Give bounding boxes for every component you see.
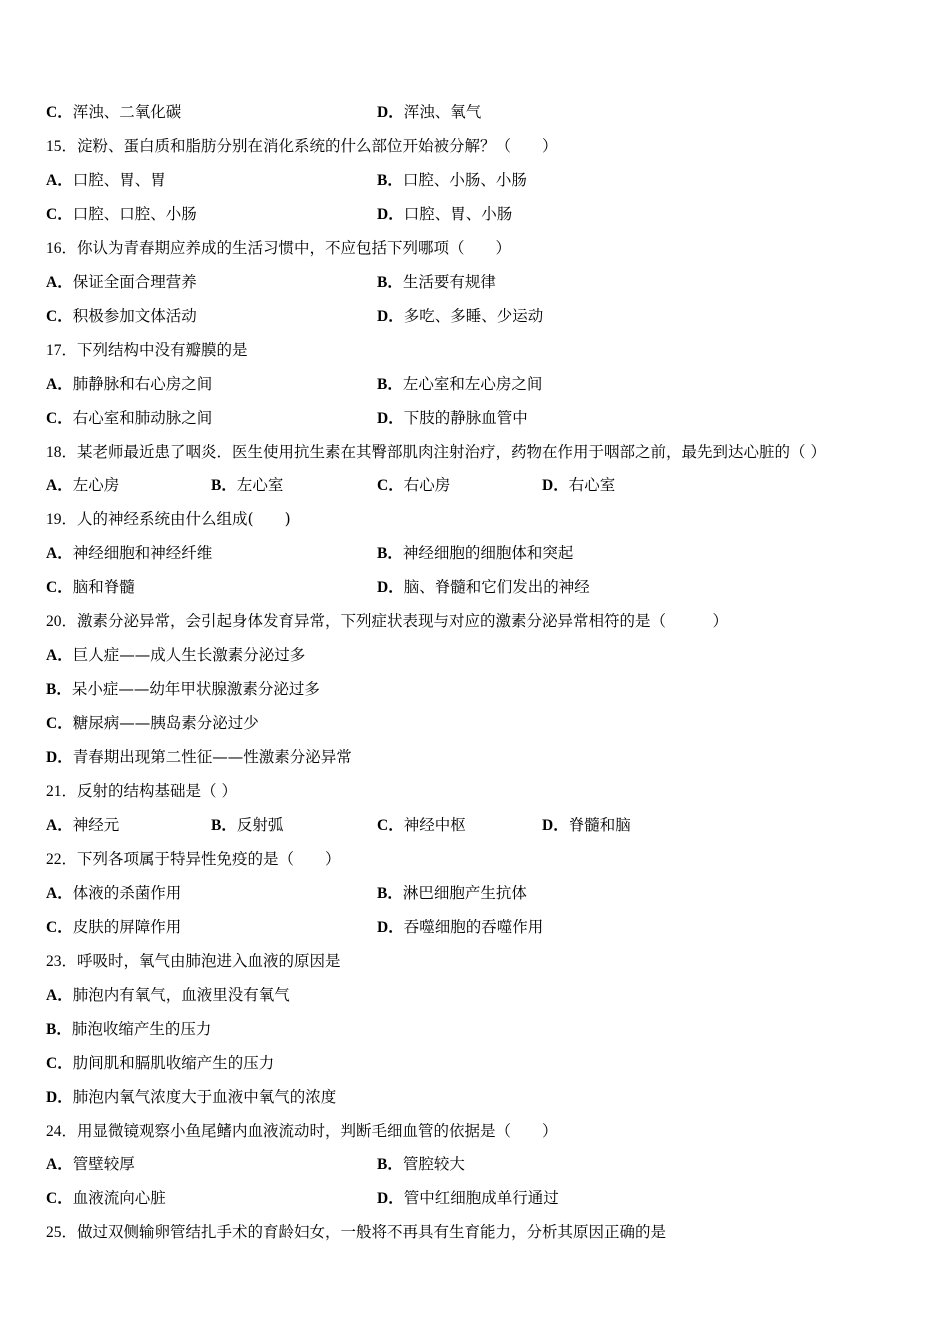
answer-option [377, 168, 527, 193]
option-text: 青春期出现第二性征——性激素分泌异常 [72, 748, 352, 767]
answer-option [46, 304, 197, 329]
question-line [46, 1119, 558, 1143]
option-label: C． [46, 205, 73, 223]
question-text: 反射的结构基础是（ ） [77, 782, 237, 800]
question-line [46, 609, 728, 633]
answer-option [46, 745, 352, 770]
answer-option [46, 711, 259, 736]
answer-option [377, 1186, 559, 1211]
question-text: 下列各项属于特异性免疫的是（ ） [77, 849, 341, 868]
option-text: 肺泡内氧气浓度大于血液中氧气的浓度 [72, 1087, 337, 1106]
answer-option [46, 202, 197, 227]
option-text: 口腔、胃、小肠 [403, 204, 513, 223]
option-text: 生活要有规律 [402, 272, 496, 291]
option-text: 左心室 [236, 476, 284, 495]
answer-option [377, 270, 496, 295]
answer-option [46, 541, 212, 566]
question-line [46, 440, 826, 464]
option-text: 保证全面合理营养 [72, 272, 197, 291]
question-text: 激素分泌异常，会引起身体发育异常，下列症状表现与对应的激素分泌异常相符的是（ ） [77, 612, 729, 631]
option-label: A． [46, 884, 73, 902]
question-number: 21． [46, 783, 78, 800]
option-text: 右心房 [403, 476, 451, 495]
option-text: 口腔、口腔、小肠 [72, 204, 197, 223]
option-label: B． [377, 884, 403, 902]
answer-option [46, 473, 119, 498]
answer-option [377, 372, 542, 397]
answer-option [542, 473, 615, 498]
question-number: 22． [46, 850, 78, 868]
option-text: 左心房 [72, 476, 120, 495]
question-text: 某老师最近患了咽炎．医生使用抗生素在其臀部肌肉注射治疗，药物在作用于咽部之前，最先到达心脏的（ ） [77, 442, 826, 461]
question-text: 人的神经系统由什么组成( ) [77, 510, 291, 529]
option-text: 神经元 [72, 815, 120, 834]
option-label: C． [46, 104, 73, 121]
option-label: D． [377, 205, 404, 223]
question-text: 淀粉、蛋白质和脂肪分别在消化系统的什么部位开始被分解？（ ） [77, 136, 558, 155]
answer-option [46, 1186, 166, 1211]
option-text: 神经细胞的细胞体和突起 [402, 544, 574, 563]
question-number: 18． [46, 443, 78, 461]
answer-option [46, 270, 197, 295]
option-label: C． [46, 409, 73, 427]
option-label: A． [46, 1156, 73, 1174]
answer-option [46, 1017, 211, 1042]
answer-option [46, 983, 290, 1008]
question-number: 20． [46, 613, 78, 631]
option-label: D． [377, 307, 404, 325]
option-text: 口腔、胃、胃 [72, 170, 166, 189]
option-text: 糖尿病——胰岛素分泌过少 [72, 714, 259, 733]
answer-option [46, 915, 181, 940]
option-label: B． [211, 816, 237, 834]
option-text: 右心室 [568, 476, 616, 495]
answer-option [46, 881, 181, 906]
option-label: B． [377, 375, 403, 393]
option-text: 肋间肌和膈肌收缩产生的压力 [72, 1053, 275, 1072]
option-text: 浑浊、氧气 [403, 103, 482, 121]
option-label: C． [46, 579, 73, 597]
question-text: 做过双侧输卵管结扎手术的育龄妇女，一般将不再具有生育能力，分析其原因正确的是 [77, 1223, 667, 1242]
option-label: C． [377, 477, 404, 495]
option-label: C． [46, 918, 73, 936]
option-label: B． [377, 545, 403, 563]
option-label: D． [542, 477, 569, 495]
option-text: 反射弧 [236, 815, 284, 834]
question-number: 25． [46, 1224, 78, 1242]
question-number: 24． [46, 1122, 78, 1140]
option-text: 管中红细胞成单行通过 [403, 1189, 559, 1208]
answer-option [377, 406, 528, 431]
option-text: 巨人症——成人生长激素分泌过多 [72, 646, 306, 665]
option-text: 脑、脊髓和它们发出的神经 [403, 578, 590, 597]
option-text: 肺泡内有氧气，血液里没有氧气 [72, 985, 290, 1004]
question-line [46, 236, 511, 260]
question-line [46, 949, 341, 973]
option-text: 下肢的静脉血管中 [403, 408, 528, 427]
option-text: 右心室和肺动脉之间 [72, 408, 213, 427]
option-label: A． [46, 477, 73, 495]
option-text: 肺静脉和右心房之间 [72, 374, 213, 393]
answer-option [46, 1152, 135, 1177]
option-label: A． [46, 545, 73, 563]
answer-option [377, 304, 543, 329]
option-label: B． [377, 171, 403, 189]
answer-option [46, 1085, 336, 1110]
option-text: 皮肤的屏障作用 [72, 917, 182, 936]
answer-option [46, 643, 305, 668]
answer-option [46, 168, 166, 193]
question-line [46, 507, 291, 531]
option-label: C． [46, 307, 73, 325]
option-label: B． [377, 273, 403, 291]
answer-option [377, 1152, 465, 1177]
option-label: C． [46, 1190, 73, 1208]
question-text: 用显微镜观察小鱼尾鳍内血液流动时，判断毛细血管的依据是（ ） [77, 1121, 558, 1140]
option-label: B． [46, 1020, 72, 1038]
answer-option [377, 202, 512, 227]
question-number: 19． [46, 511, 78, 529]
answer-option [377, 881, 527, 906]
option-label: A． [46, 273, 73, 291]
option-text: 浑浊、二氧化碳 [72, 103, 182, 121]
option-text: 神经细胞和神经纤维 [72, 544, 213, 563]
option-label: C． [46, 715, 73, 733]
option-text: 血液流向心脏 [72, 1189, 166, 1208]
question-text: 你认为青春期应养成的生活习惯中，不应包括下列哪项（ ） [77, 238, 512, 257]
option-text: 肺泡收缩产生的压力 [71, 1019, 212, 1038]
option-label: D． [377, 579, 404, 597]
option-text: 呆小症——幼年甲状腺激素分泌过多 [71, 680, 320, 699]
question-text: 呼吸时，氧气由肺泡进入血液的原因是 [77, 951, 341, 970]
option-text: 吞噬细胞的吞噬作用 [403, 917, 544, 936]
option-text: 神经中枢 [403, 815, 466, 834]
answer-option [542, 813, 631, 838]
option-label: D． [377, 918, 404, 936]
question-number: 15． [46, 137, 78, 155]
option-label: A． [46, 647, 73, 665]
question-line [46, 779, 237, 803]
question-line [46, 338, 248, 362]
answer-option [46, 813, 119, 838]
option-label: C． [46, 1054, 73, 1072]
answer-option [377, 541, 573, 566]
answer-option [211, 813, 283, 838]
option-label: B． [377, 1156, 403, 1174]
answer-option [46, 100, 181, 125]
option-label: D． [46, 749, 73, 767]
answer-option [377, 100, 481, 125]
question-number: 23． [46, 952, 78, 970]
question-number: 17． [46, 341, 78, 359]
option-text: 体液的杀菌作用 [72, 883, 182, 902]
answer-option [377, 813, 466, 838]
option-text: 脊髓和脑 [568, 815, 631, 834]
option-label: D． [377, 1190, 404, 1208]
question-number: 16． [46, 239, 78, 257]
option-text: 管腔较大 [402, 1155, 465, 1174]
answer-option [46, 1051, 274, 1076]
option-label: D． [542, 816, 569, 834]
answer-option [46, 406, 212, 431]
option-label: B． [211, 477, 237, 495]
option-label: A． [46, 375, 73, 393]
answer-option [377, 473, 450, 498]
option-text: 淋巴细胞产生抗体 [402, 883, 527, 902]
option-label: D． [377, 409, 404, 427]
answer-option [46, 372, 212, 397]
answer-option [46, 677, 320, 702]
question-text: 下列结构中没有瓣膜的是 [77, 340, 248, 359]
question-line [46, 134, 558, 158]
option-text: 脑和脊髓 [72, 578, 135, 597]
answer-option [46, 575, 135, 600]
option-text: 积极参加文体活动 [72, 306, 197, 325]
answer-option [211, 473, 283, 498]
option-label: A． [46, 986, 73, 1004]
question-line [46, 847, 341, 871]
question-line [46, 1220, 666, 1244]
option-text: 左心室和左心房之间 [402, 374, 543, 393]
option-label: A． [46, 171, 73, 189]
option-label: C． [377, 816, 404, 834]
option-label: D． [46, 1088, 73, 1106]
option-label: D． [377, 104, 404, 121]
option-text: 口腔、小肠、小肠 [402, 170, 527, 189]
option-text: 多吃、多睡、少运动 [403, 306, 544, 325]
option-label: B． [46, 681, 72, 699]
answer-option [377, 915, 543, 940]
answer-option [377, 575, 590, 600]
option-text: 管壁较厚 [72, 1155, 135, 1174]
option-label: A． [46, 816, 73, 834]
